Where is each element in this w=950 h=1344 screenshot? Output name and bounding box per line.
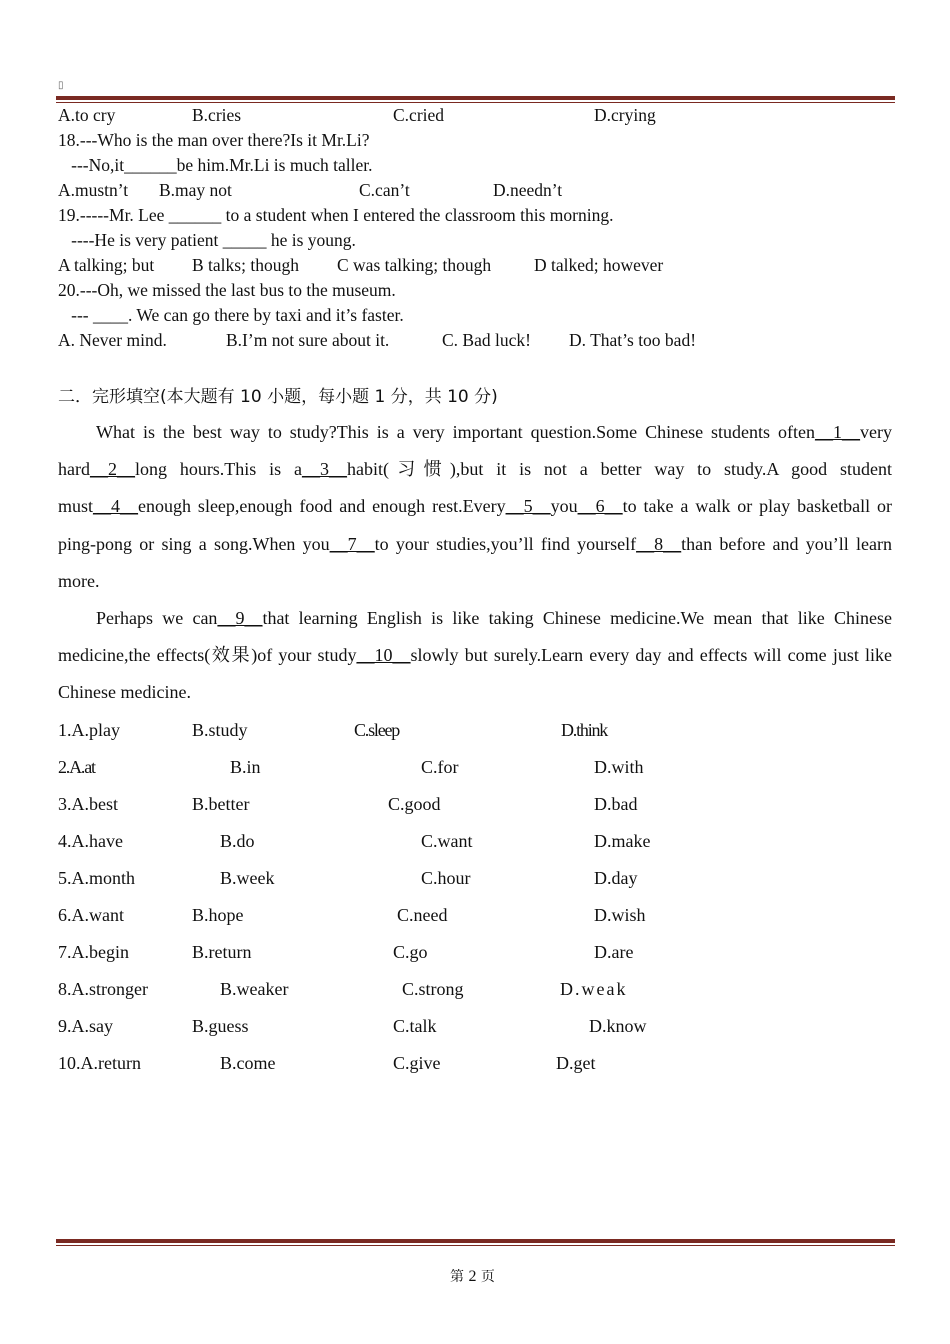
page-prefix: 第 — [450, 1269, 464, 1285]
option-a: 1.A.play — [58, 720, 120, 740]
question-20: 20.---Oh, we missed the last bus to the museum. — [58, 280, 396, 300]
option-c: C.need — [397, 905, 448, 925]
blank-10: __10__ — [356, 645, 411, 666]
option-b: B.hope — [192, 905, 244, 925]
passage-paragraph-2 — [58, 600, 892, 712]
option-c: C.can’t — [359, 180, 410, 200]
passage-paragraph-1 — [58, 414, 892, 600]
passage-text: long hours.This is a — [134, 459, 302, 480]
option-c: C.hour — [421, 868, 471, 888]
option-c: C was talking; though — [337, 255, 492, 275]
option-b: B.in — [230, 757, 261, 777]
blank-7: __7__ — [329, 533, 375, 554]
question-19-reply: ----He is very patient _____ he is young. — [58, 230, 356, 250]
option-c: C.cried — [393, 105, 445, 125]
option-d: D.make — [594, 831, 651, 851]
page-number-value: 2 — [468, 1268, 477, 1285]
blank-3: __3__ — [301, 459, 347, 480]
option-d: D.wish — [594, 905, 646, 925]
blank-2: __2__ — [89, 459, 135, 480]
option-d: D.crying — [594, 105, 656, 125]
blank-6: __6__ — [577, 496, 623, 517]
option-b: B.come — [220, 1053, 276, 1073]
option-a: 2.A.at — [58, 757, 95, 777]
blank-5: __5__ — [505, 496, 551, 517]
option-d: D.with — [594, 757, 644, 777]
option-d: D talked; however — [534, 255, 664, 275]
option-d: D.needn’t — [493, 180, 563, 200]
page-suffix: 页 — [480, 1269, 495, 1285]
option-a: A. Never mind. — [58, 330, 167, 350]
question-18-reply: ---No,it______be him.Mr.Li is much taller. — [58, 155, 373, 175]
passage-text: to your studies,you’ll find yourself — [374, 533, 637, 554]
option-a: 8.A.stronger — [58, 979, 148, 999]
page-number — [450, 1266, 495, 1286]
option-b: B.may not — [159, 180, 232, 200]
option-a: 10.A.return — [58, 1053, 141, 1073]
option-b: B.better — [192, 794, 250, 814]
option-b: B.I’m not sure about it. — [226, 330, 390, 350]
option-c: C.strong — [402, 979, 464, 999]
option-a: 7.A.begin — [58, 942, 129, 962]
option-d: D.bad — [594, 794, 638, 814]
footer-rule — [56, 1239, 895, 1246]
option-c: C.give — [393, 1053, 441, 1073]
option-c: C.go — [393, 942, 428, 962]
option-c: C.sleep — [354, 720, 400, 740]
header-marker: ▯ — [58, 80, 64, 91]
passage-text: that learning English is like taking Chinese medicine.We mean that like Chinese medicine,the effects(效果)of your study — [58, 608, 892, 666]
option-c: C.good — [388, 794, 441, 814]
header-rule — [56, 96, 895, 103]
blank-4: __4__ — [93, 496, 139, 517]
option-b: B.weaker — [220, 979, 289, 999]
option-d: D.day — [594, 868, 638, 888]
section-heading: 二．完形填空(本大题有 10 小题，每小题 1 分，共 10 分) — [58, 387, 498, 407]
option-c: C.talk — [393, 1016, 437, 1036]
passage-text: you — [550, 496, 578, 517]
option-b: B.return — [192, 942, 252, 962]
blank-8: __8__ — [636, 533, 682, 554]
passage-text: to take a walk or play basketball or ping-pong or sing a song.When you — [58, 496, 892, 554]
passage-text: Perhaps we can — [96, 608, 218, 628]
option-a: 4.A.have — [58, 831, 123, 851]
option-b: B.do — [220, 831, 255, 851]
passage-text: habit(习惯),but it is not a better way to study.A good student must — [58, 459, 893, 517]
option-d: D.think — [561, 720, 608, 740]
option-d: D.weak — [560, 979, 628, 999]
option-d: D.are — [594, 942, 634, 962]
option-a: 9.A.say — [58, 1016, 113, 1036]
blank-9: __9__ — [217, 608, 263, 628]
option-a: A.to cry — [58, 105, 116, 125]
option-c: C.want — [421, 831, 473, 851]
option-b: B talks; though — [192, 255, 299, 275]
question-19: 19.-----Mr. Lee ______ to a student when I entered the classroom this morning. — [58, 205, 614, 225]
option-b: B.guess — [192, 1016, 249, 1036]
passage-text: enough sleep,enough food and enough rest.Every — [138, 496, 506, 517]
option-a: 6.A.want — [58, 905, 124, 925]
passage-text: very hard — [58, 422, 892, 480]
option-c: C.for — [421, 757, 459, 777]
option-b: B.cries — [192, 105, 242, 125]
option-b: B.study — [192, 720, 248, 740]
option-a: A.mustn’t — [58, 180, 129, 200]
option-a: 3.A.best — [58, 794, 118, 814]
option-a: A talking; but — [58, 255, 155, 275]
question-20-reply: --- ____. We can go there by taxi and it’s faster. — [58, 305, 404, 325]
option-a: 5.A.month — [58, 868, 136, 888]
option-d: D.know — [589, 1016, 647, 1036]
passage-text: than before and you’ll learn more. — [58, 533, 892, 591]
option-c: C. Bad luck! — [442, 330, 531, 350]
passage-text: What is the best way to study?This is a very important question.Some Chinese students often — [96, 422, 816, 442]
blank-1: __1__ — [815, 422, 861, 442]
option-d: D.get — [556, 1053, 596, 1073]
passage-text: slowly but surely.Learn every day and effects will come just like Chinese medicine. — [58, 645, 892, 703]
question-18: 18.---Who is the man over there?Is it Mr.Li? — [58, 130, 370, 150]
option-d: D. That’s too bad! — [569, 330, 697, 350]
option-b: B.week — [220, 868, 275, 888]
